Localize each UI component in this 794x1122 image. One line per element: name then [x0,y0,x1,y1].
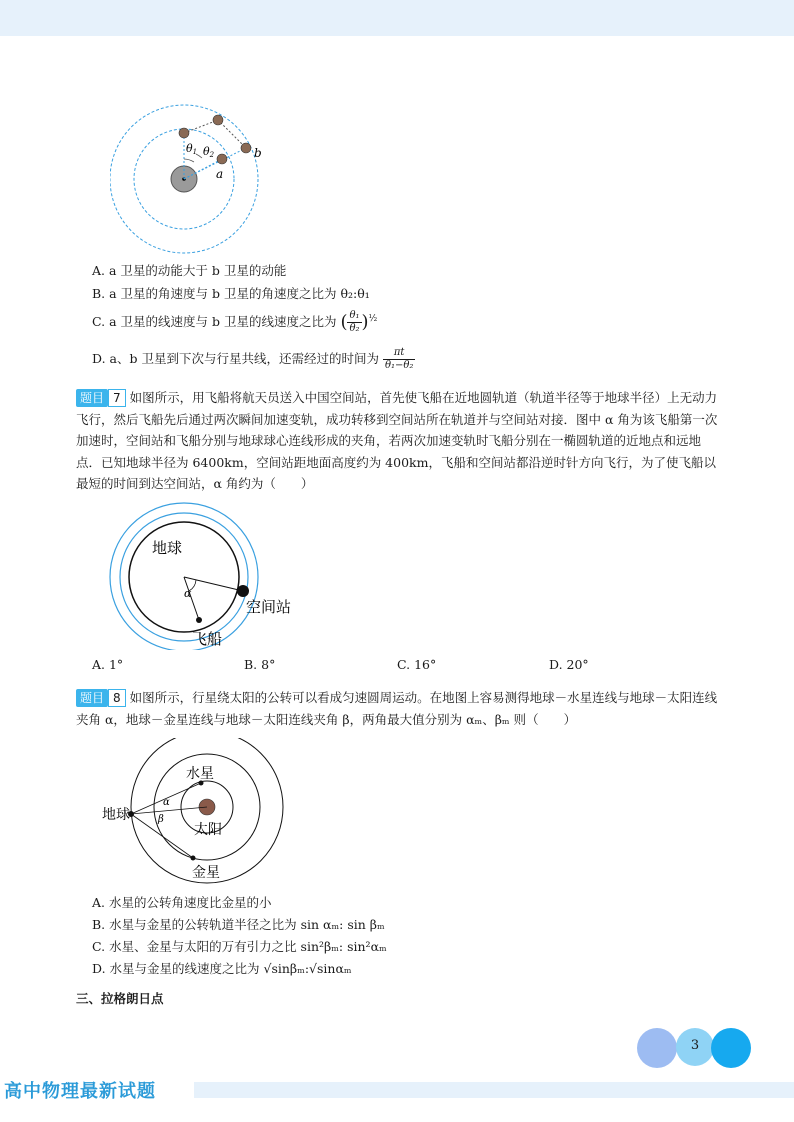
satellite-a-previous [179,128,189,138]
label-space-station: 空间站 [246,598,292,616]
svg-text:θ2: θ2 [203,145,215,159]
question-number: 8 [108,689,126,707]
question-8 [76,687,724,730]
question-8-text: 如图所示，行星绕太阳的公转可以看成匀速圆周运动。在地图上容易测得地球－水星连线与地球－太阳连线夹角 α，地球－金星连线与地球－太阳连线夹角 β，两角最大值分别为 αₘ、βₘ 则（ ） [76,690,718,727]
q8-option-d: D. 水星与金星的线速度之比为 √sinβₘ:√sinαₘ [92,961,352,976]
question-7-text: 如图所示，用飞船将航天员送入中国空间站，首先使飞船在近地圆轨道（轨道半径等于地球半径）上无动力飞行，然后飞船先后通过两次瞬间加速变轨，成功转移到空间站所在轨道并与空间站对接．图中 α 角为该飞船第一次加速时，空间站和飞船分别与地球球心连线形成的夹角，若两次加速变轨时飞船分别在一椭圆轨道的近地点和远地点．已知地球半径为 6400km，空间站距地面高度约为 400km，飞船和空间站都沿逆时针方向飞行，为了使飞船以最短的时间到达空间站，α 角约为（ ） [76,390,718,491]
q8-option-a: A. 水星的公转角速度比金星的小 [92,895,272,910]
q7-option-b: B. 8° [244,657,276,672]
q6-option-c: C. a 卫星的线速度与 b 卫星的线速度之比为 ( $\frac{\text{θ₁}}{\text{θ₂}}$ )$^{\frac{1}{2}}$ [92,310,378,334]
q7-option-c: C. 16° [397,657,437,672]
venus-dot [191,856,196,861]
satellite-a [217,154,227,164]
svg-text:α: α [184,587,192,600]
q8-option-c: C. 水星、金星与太阳的万有引力之比 sin²βₘ: sin²αₘ [92,939,387,954]
satellite-b [241,143,251,153]
label-spaceship: 飞船 [192,630,223,648]
label-venus: 金星 [192,865,220,881]
question-number: 7 [108,389,126,407]
svg-text:β: β [158,814,164,825]
question-tag: 题目 [76,389,108,407]
q8-option-b: B. 水星与金星的公转轨道半径之比为 sin αₘ: sin βₘ [92,917,385,932]
satellite-b-previous [213,115,223,125]
page-badge-right [711,1028,751,1068]
earth-station-diagram [100,500,320,650]
question-tag: 题目 [76,689,108,707]
section-heading: 三、拉格朗日点 [76,991,164,1006]
q7-option-a: A. 1° [92,657,124,672]
svg-text:α: α [163,797,170,808]
label-b: b [254,146,262,160]
q6-option-b: B. a 卫星的角速度与 b 卫星的角速度之比为 θ₂:θ₁ [92,286,370,301]
q6-option-a: A. a 卫星的动能大于 b 卫星的动能 [92,263,287,278]
page-number: 3 [690,1038,700,1053]
space-station-dot [237,585,249,597]
svg-text:θ1: θ1 [186,142,198,156]
question-7 [76,387,724,495]
label-earth-q8: 地球 [102,807,130,823]
solar-system-diagram [96,738,296,888]
label-earth: 地球 [152,539,183,557]
top-header-bar [0,0,794,36]
label-a: a [216,167,224,181]
footer-bar [194,1082,794,1098]
label-mercury: 水星 [186,766,214,782]
spaceship-dot [196,617,202,623]
satellite-orbit-diagram [110,100,300,260]
label-sun: 太阳 [194,822,222,838]
page-badge-left [637,1028,677,1068]
q6-option-d: D. a、b 卫星到下次与行星共线，还需经过的时间为 $\frac{\pi t}{\text{θ₁−θ₂}}$ [92,347,414,371]
footer-brand: 高中物理最新试题 [4,1081,156,1102]
q7-option-d: D. 20° [549,657,589,672]
